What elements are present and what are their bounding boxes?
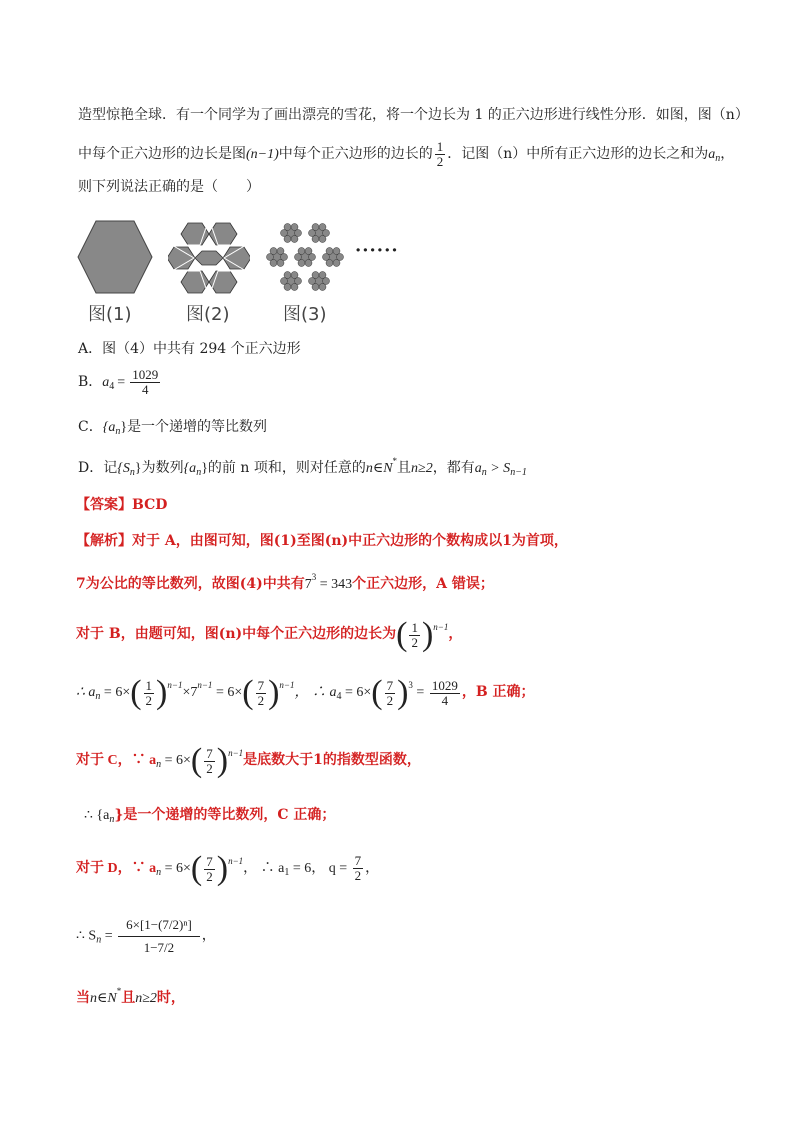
option-c-close: } (120, 420, 128, 435)
option-d-t3: 且 (397, 460, 412, 476)
analysis-line-6 (84, 804, 335, 825)
sub-1: 1 (284, 867, 290, 879)
frac-num: 7 (354, 853, 362, 869)
eq-6x: = 6× (161, 861, 191, 877)
hexagon-bottom-right (209, 271, 237, 293)
answer-value: BCD (132, 497, 168, 513)
cond-n-ge-2: n≥2 (135, 991, 157, 1006)
analysis-text-2b: 个正六边形，A 错误； (352, 576, 494, 592)
analysis-line-1 (76, 530, 568, 550)
sup-3: 3 (311, 572, 317, 582)
snowflake-3-cluster (267, 224, 344, 291)
sub-cluster-tl (281, 224, 302, 243)
eq-6x: = 6× (161, 753, 191, 769)
problem-line-2 (78, 140, 734, 168)
option-d-ineq: a (474, 461, 482, 476)
analysis-text-6: }是一个递增的等比数列，C 正确； (114, 807, 336, 823)
analysis-line-9 (76, 986, 185, 1007)
option-d-cond: n∈N (365, 461, 393, 476)
option-c-sub: n (115, 426, 121, 437)
analysis-line-8 (76, 914, 216, 958)
figure-ellipsis: ······ (355, 240, 399, 261)
option-b-var: a (102, 375, 110, 391)
math-7: 7 (304, 577, 312, 592)
eq-6-q: = 6， q = (289, 861, 351, 877)
option-b (78, 368, 162, 396)
option-b-eq: = (117, 375, 126, 391)
sub-n: n (715, 153, 721, 165)
analysis-label: 【解析】 (76, 533, 132, 549)
option-d-ineq-sub: n (481, 467, 487, 478)
analysis-text-9a: 当 (76, 990, 90, 1006)
figure-snowflake-2 (168, 217, 250, 299)
frac-den: 4 (130, 382, 160, 397)
therefore-an: ∴ a (76, 685, 96, 701)
figure-caption-3: 图(3) (283, 304, 327, 325)
hexagon-center (195, 251, 223, 265)
sub-n: n (96, 934, 102, 946)
problem-text-2d: ．记图（n）中所有正六边形的边长之和为 (447, 146, 709, 163)
hexagon-shape (78, 221, 152, 293)
option-d-cond2: n≥2 (411, 461, 433, 476)
problem-line-3 (78, 176, 260, 196)
sup-n-1-b: n−1 (197, 680, 213, 691)
eq: = (412, 685, 428, 701)
option-d-a: {a (183, 461, 197, 476)
sup-star: * (116, 986, 122, 996)
option-d-cond-sup: * (392, 456, 398, 466)
frac-den: 2 (436, 153, 444, 169)
sup-n-1: n−1 (167, 680, 183, 691)
analysis-math-2 (304, 572, 353, 592)
analysis-text-4-end: ，B 正确； (461, 684, 535, 701)
sup-3: 3 (408, 680, 413, 691)
hexagon-bottom-left (181, 271, 209, 293)
analysis-text-5a: 对于 C，∵ a (76, 753, 157, 769)
comma: ， (365, 861, 380, 877)
problem-text-2a: 中每个正六边形的边长是图 (78, 146, 246, 163)
figure-hexagon-1 (76, 218, 154, 296)
option-d-s-sub: n (129, 467, 135, 478)
option-d (78, 456, 527, 478)
option-a-text: A．图（4）中共有 294 个正六边形 (78, 341, 301, 357)
sub-4: 4 (336, 691, 342, 703)
sup-n-1-c: n−1 (279, 680, 295, 691)
sub-n: n (156, 867, 162, 879)
problem-math-n-minus-1: (n−1) (246, 147, 279, 163)
sub-cluster-br (309, 272, 330, 291)
problem-text-3: 则下列说法正确的是（ ） (78, 179, 260, 195)
option-d-ineq-sub2: n−1 (510, 467, 527, 478)
analysis-text-3a: 对于 B，由题可知，图(n)中每个正六边形的边长为 (76, 626, 397, 643)
cond-n-in-N: n∈N (90, 991, 117, 1006)
therefore-an-seq: ∴ {a (84, 808, 110, 823)
mini-hex (305, 248, 312, 255)
hexagon-top-left (181, 223, 209, 245)
option-d-t4: ，都有 (432, 460, 475, 476)
option-a (78, 338, 301, 358)
hexagon-top-right (209, 223, 237, 245)
analysis-line-5: 对于 C，∵ $a_n = 6\times$( $\frac{7}{2}$ )$^{n-1}$是底数大于1的指数型函数， (76, 742, 421, 779)
mini-hex (298, 248, 305, 255)
analysis-line-7: 对于 D，∵ $a_n = 6\times$( $\frac{7}{2}$ )$^{n-1}$， ∴ $a_1 = 6$， q = $\frac{7}{2}$ ， (76, 850, 380, 887)
sup-n-1: n−1 (433, 622, 449, 633)
analysis-text-7a: 对于 D，∵ a (76, 861, 157, 877)
sub-cluster-r (323, 248, 344, 267)
eq-6x-c: = 6× (341, 685, 372, 701)
sn-numerator: 6×[1−(7/2)ⁿ] (126, 917, 192, 932)
option-b-label: B． (78, 374, 103, 391)
frac-num: 1029 (431, 677, 458, 693)
option-c (78, 416, 267, 437)
option-c-seq: {a (102, 420, 116, 435)
option-c-label: C． (78, 419, 103, 435)
answer-line (76, 494, 167, 514)
option-b-fraction (130, 368, 160, 396)
comma: ， (448, 626, 463, 643)
option-d-t1: 为数列 (141, 460, 184, 476)
option-d-t2: 的前 n 项和，则对任意的 (207, 460, 366, 476)
mini-hex (298, 260, 305, 267)
option-b-sub: 4 (109, 381, 115, 393)
frac-num: 1029 (132, 367, 159, 382)
analysis-text-9b: 且 (121, 990, 136, 1006)
figure-caption-2: 图(2) (186, 304, 230, 325)
analysis-text-9c: 时， (156, 990, 185, 1006)
problem-text-1: 造型惊艳全球．有一个同学为了画出漂亮的雪花，将一个边长为 1 的正六边形进行线性分形．如图，图（n） (78, 107, 749, 123)
sup-n-1: n−1 (228, 856, 244, 867)
analysis-text-5b: 是底数大于1的指数型函数， (243, 752, 421, 769)
figure-snowflake-3 (262, 214, 348, 300)
sub-cluster-bl (281, 272, 302, 291)
option-d-s: {S (117, 461, 130, 476)
analysis-line-2 (76, 572, 494, 593)
analysis-line-4: ∴ $a_n = 6\times$( $\frac{1}{2}$ )$^{n-1}\times 7^{n-1} = 6\times$( $\frac{7}{2}$ )$^{n-1}$， ∴ $a_4 = 6\times$( $\frac{7}{2}$ )$^3$ = $\frac{1029}{4}$ ，B 正确； (76, 674, 535, 711)
answer-label: 【答案】 (76, 497, 132, 513)
sub-cluster-l (267, 248, 288, 267)
therefore-a1: ， ∴ a (243, 861, 285, 877)
comma: ， (201, 928, 216, 944)
option-c-text: 是一个递增的等比数列 (127, 419, 268, 435)
var-a: a (708, 147, 716, 163)
option-d-a-close: } (201, 461, 208, 476)
sub-n: n (109, 814, 115, 825)
option-d-label: D．记 (78, 460, 118, 476)
sup-n-1: n−1 (228, 748, 244, 759)
eq-6x-b: = 6× (212, 685, 243, 701)
figure-caption-1: 图(1) (88, 304, 132, 325)
therefore-a4: ， ∴ a (294, 685, 337, 701)
sn-denominator: 1−7/2 (118, 936, 200, 959)
problem-line-1 (78, 104, 749, 124)
fraction-half (435, 140, 446, 168)
frac-den: 4 (430, 693, 460, 708)
option-d-ineq-rel: > S (486, 461, 511, 476)
analysis-text-2a: 7为公比的等比数列，故图(4)中共有 (76, 576, 305, 592)
problem-text-2c: 中每个正六边形的边长的 (278, 146, 433, 163)
analysis-text-1: 对于 A，由图可知，图(1)至图(n)中正六边形的个数构成以1为首项， (132, 533, 568, 549)
frac-num: 1 (436, 139, 444, 154)
times-7: ×7 (182, 685, 198, 701)
option-d-a-sub: n (196, 467, 202, 478)
eq-6x: = 6× (100, 685, 131, 701)
eq: = (101, 928, 117, 944)
sub-n: n (156, 759, 162, 771)
paren-half-power: ( $\frac{1}{2}$ )$^{n-1}$ (396, 616, 449, 653)
mini-hex (305, 260, 312, 267)
analysis-line-3 (76, 618, 462, 652)
frac-den: 2 (354, 867, 362, 883)
sub-cluster-center (295, 248, 316, 267)
math-eq-343: = 343 (316, 577, 353, 592)
option-d-s-close: } (134, 461, 142, 476)
sub-cluster-tr (309, 224, 330, 243)
sub-n: n (95, 691, 101, 703)
comma: ， (720, 146, 735, 163)
therefore-sn: ∴ S (76, 928, 97, 944)
